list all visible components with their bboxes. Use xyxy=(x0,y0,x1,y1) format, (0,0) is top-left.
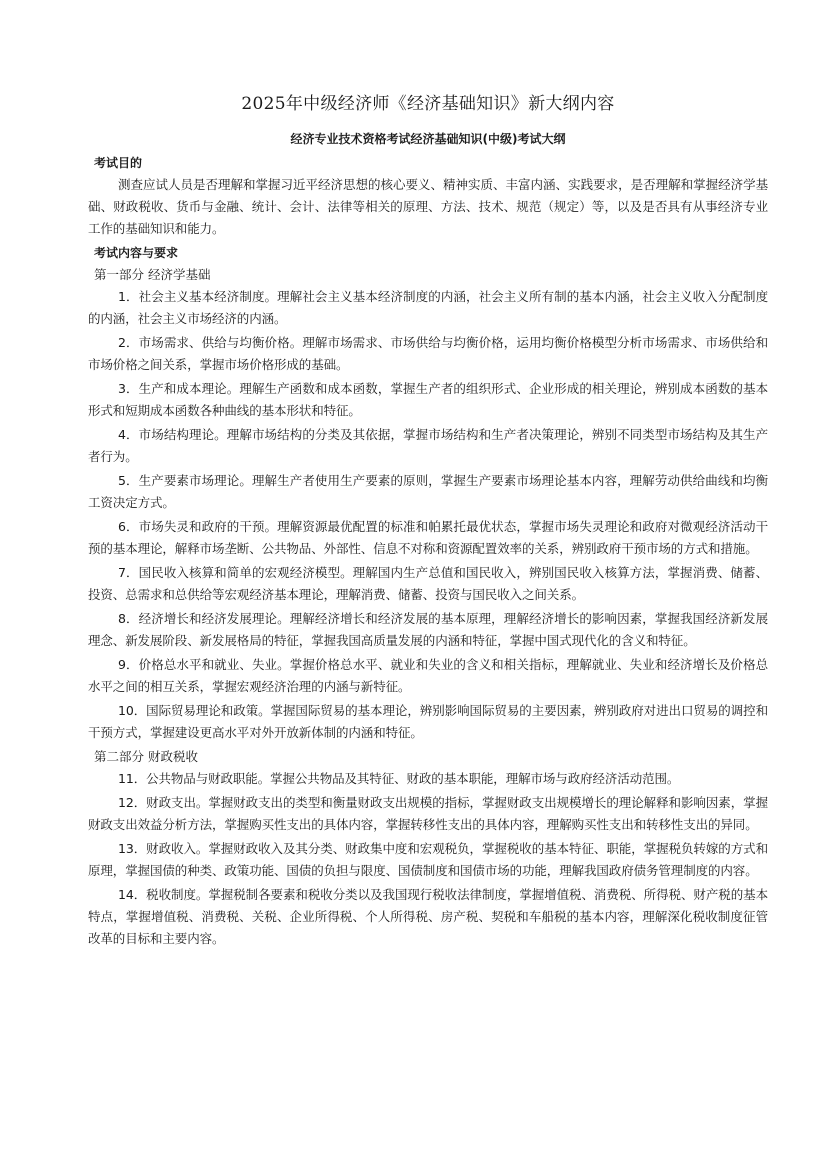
part1-item: 9．价格总水平和就业、失业。掌握价格总水平、就业和失业的含义和相关指标，理解就业、失业和经济增长及价格总水平之间的相互关系，掌握宏观经济治理的内涵与新特征。 xyxy=(88,657,768,694)
part2-item: 11．公共物品与财政职能。掌握公共物品及其特征、财政的基本职能，理解市场与政府经济活动范围。 xyxy=(118,771,680,786)
part1-item: 5．生产要素市场理论。理解生产者使用生产要素的原则，掌握生产要素市场理论基本内容，理解劳动供给曲线和均衡工资决定方式。 xyxy=(88,473,768,510)
part1-item: 10．国际贸易理论和政策。掌握国际贸易的基本理论，辨别影响国际贸易的主要因素，辨别政府对进出口贸易的调控和干预方式，掌握建设更高水平对外开放新体制的内涵和特征。 xyxy=(88,703,768,740)
purpose-heading: 考试目的 xyxy=(94,156,143,170)
document-subtitle: 经济专业技术资格考试经济基础知识(中级)考试大纲 xyxy=(290,132,566,146)
part2-heading: 第二部分 财政税收 xyxy=(94,749,198,764)
part2-item: 14．税收制度。掌握税制各要素和税收分类以及我国现行税收法律制度，掌握增值税、消费税、所得税、财产税的基本特点，掌握增值税、消费税、关税、企业所得税、个人所得税、房产税、契税和车船税的基本内容，理解深化税收制度征管改革的目标和主要内容。 xyxy=(88,887,768,946)
part1-item: 3．生产和成本理论。理解生产函数和成本函数，掌握生产者的组织形式、企业形成的相关理论，辨别成本函数的基本形式和短期成本函数各种曲线的基本形状和特征。 xyxy=(88,381,768,418)
part1-item: 7．国民收入核算和简单的宏观经济模型。理解国内生产总值和国民收入，辨别国民收入核算方法，掌握消费、储蓄、投资、总需求和总供给等宏观经济基本理论，理解消费、储蓄、投资与国民收入之间关系。 xyxy=(88,565,768,602)
document-page xyxy=(88,92,768,952)
part2-item: 13．财政收入。掌握财政收入及其分类、财政集中度和宏观税负，掌握税收的基本特征、职能，掌握税负转嫁的方式和原理，掌握国债的种类、政策功能、国债的负担与限度、国债制度和国债市场的功能，理解我国政府债务管理制度的内容。 xyxy=(88,841,768,878)
purpose-paragraph: 测查应试人员是否理解和掌握习近平经济思想的核心要义、精神实质、丰富内涵、实践要求，是否理解和掌握经济学基础、财政税收、货币与金融、统计、会计、法律等相关的原理、方法、技术、规范（规定）等，以及是否具有从事经济专业工作的基础知识和能力。 xyxy=(88,177,768,236)
part1-item: 4．市场结构理论。理解市场结构的分类及其依据，掌握市场结构和生产者决策理论，辨别不同类型市场结构及其生产者行为。 xyxy=(88,427,768,464)
part1-item: 1．社会主义基本经济制度。理解社会主义基本经济制度的内涵，社会主义所有制的基本内涵，社会主义收入分配制度的内涵，社会主义市场经济的内涵。 xyxy=(88,289,768,326)
part1-item: 2．市场需求、供给与均衡价格。理解市场需求、市场供给与均衡价格，运用均衡价格模型分析市场需求、市场供给和市场价格之间关系，掌握市场价格形成的基础。 xyxy=(88,335,768,372)
content-heading: 考试内容与要求 xyxy=(94,246,179,260)
part1-item: 6．市场失灵和政府的干预。理解资源最优配置的标准和帕累托最优状态，掌握市场失灵理论和政府对微观经济活动干预的基本理论，解释市场垄断、公共物品、外部性、信息不对称和资源配置效率的关系，辨别政府干预市场的方式和措施。 xyxy=(88,519,768,556)
part2-item: 12．财政支出。掌握财政支出的类型和衡量财政支出规模的指标，掌握财政支出规模增长的理论解释和影响因素，掌握财政支出效益分析方法，掌握购买性支出的具体内容，掌握转移性支出的具体内容，理解购买性支出和转移性支出的异同。 xyxy=(88,795,768,832)
part1-heading: 第一部分 经济学基础 xyxy=(94,267,211,282)
part1-item: 8．经济增长和经济发展理论。理解经济增长和经济发展的基本原理，理解经济增长的影响因素，掌握我国经济新发展理念、新发展阶段、新发展格局的特征，掌握我国高质量发展的内涵和特征，掌握中国式现代化的含义和特征。 xyxy=(88,611,768,648)
document-title: 2025年中级经济师《经济基础知识》新大纲内容 xyxy=(241,94,615,114)
